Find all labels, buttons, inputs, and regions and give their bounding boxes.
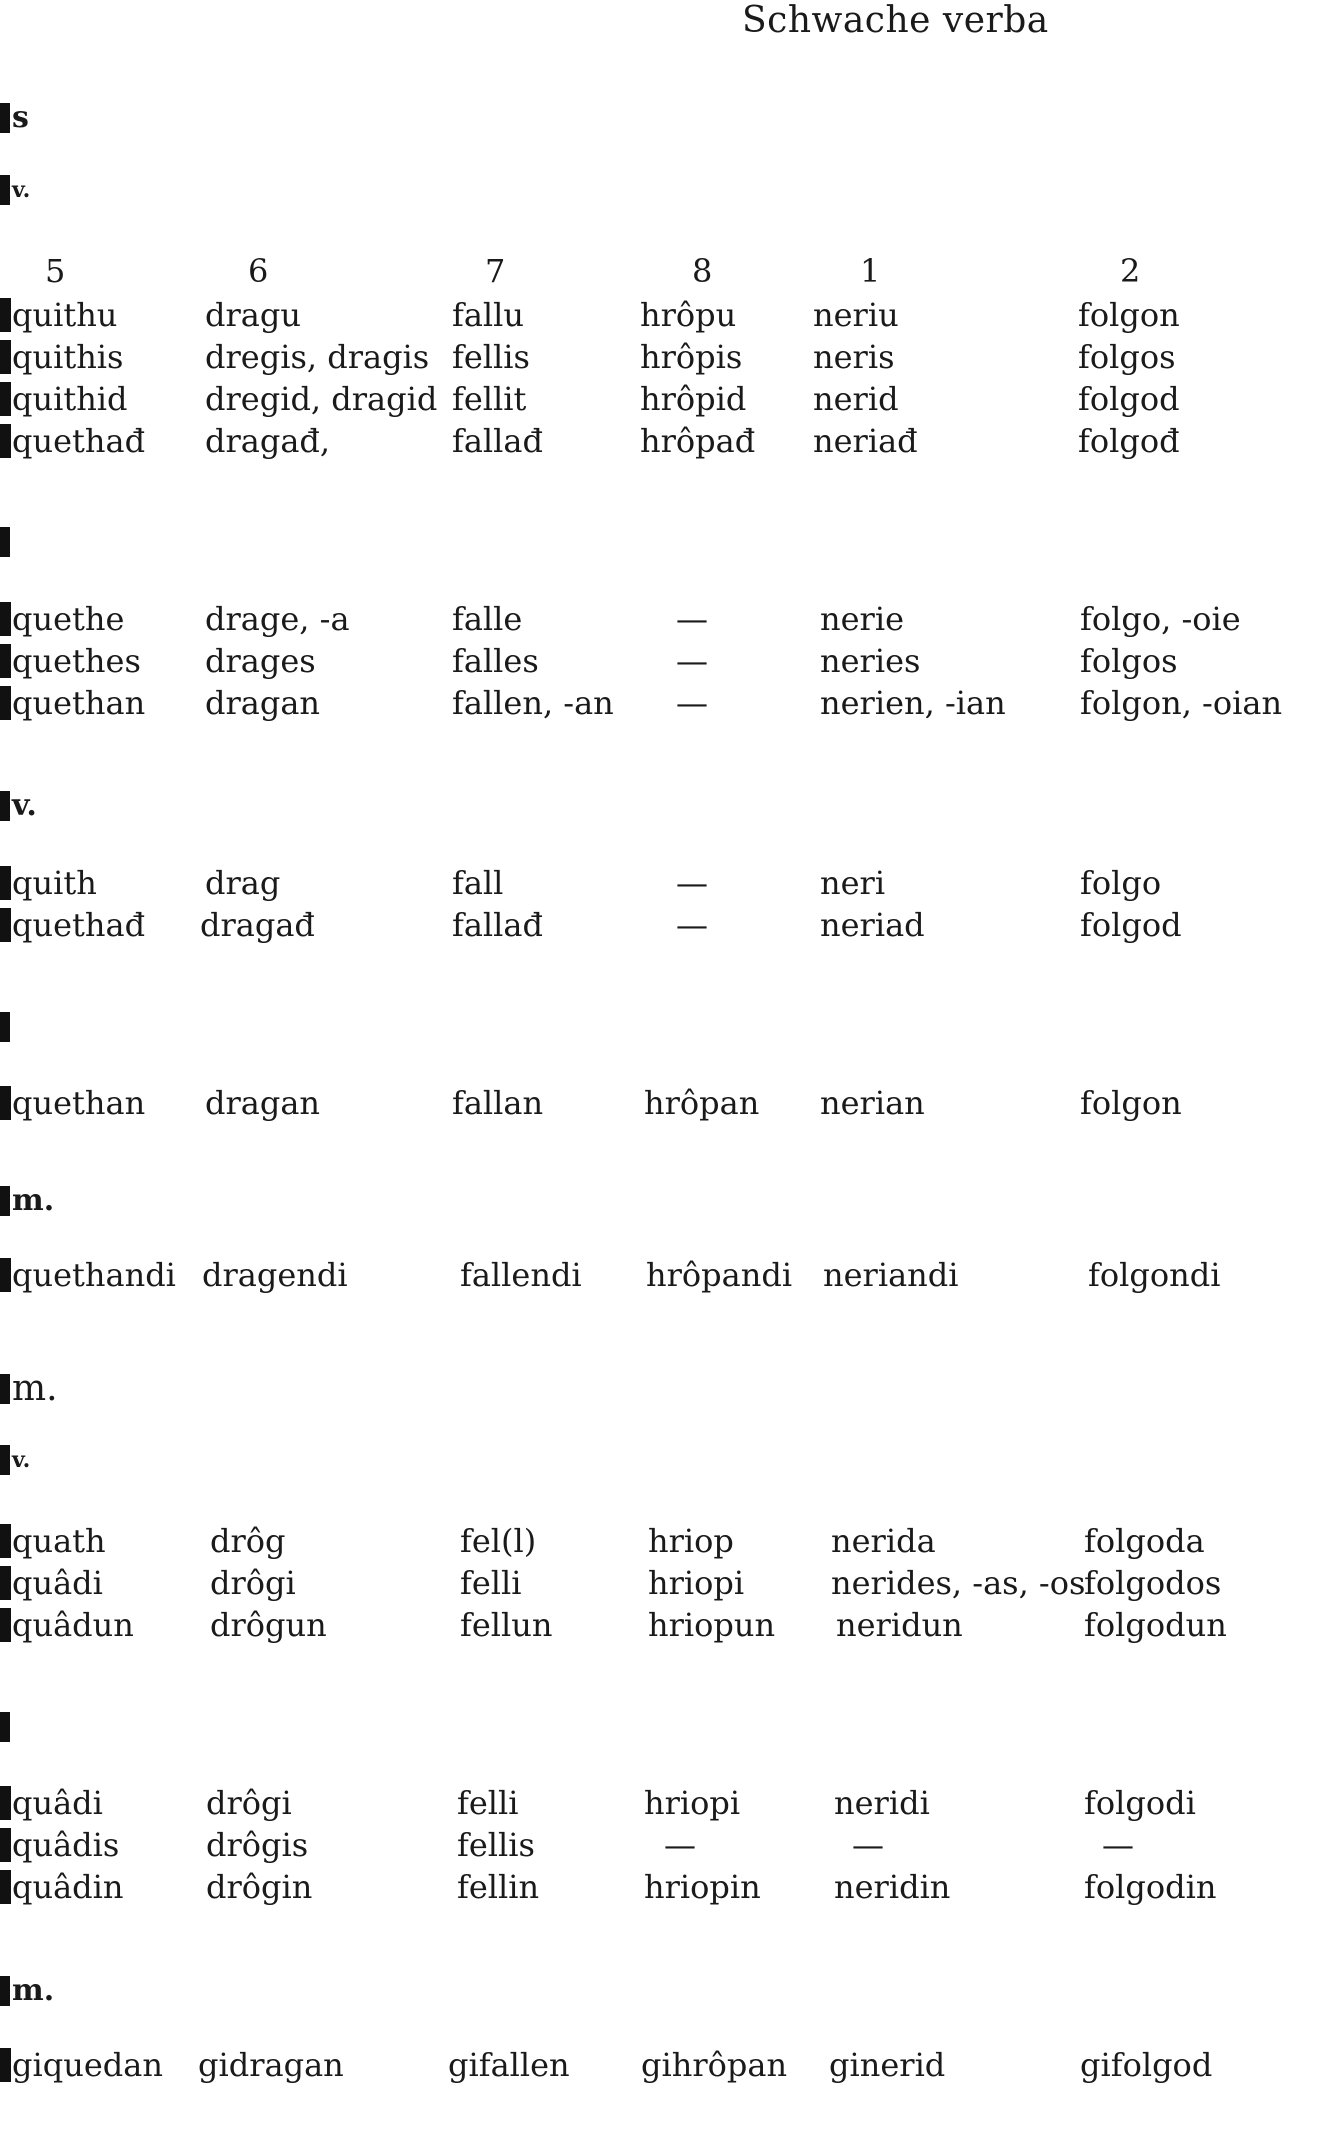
paradigm-row	[0, 1256, 1327, 1298]
form-cell: hriopi	[644, 1784, 741, 1822]
form-cell: quâdun	[0, 1606, 134, 1644]
form-cell: fallendi	[460, 1256, 582, 1294]
ink-block	[0, 340, 11, 374]
ink-block	[0, 1712, 10, 1742]
form-cell: quethađ	[0, 422, 145, 460]
paradigm-row	[0, 1606, 1327, 1648]
form-cell: hrôpandi	[646, 1256, 793, 1294]
form-cell: folgoda	[1084, 1522, 1205, 1560]
form-cell: neries	[820, 642, 921, 680]
form-cell: folgod	[1078, 380, 1180, 418]
form-cell: dregis, dragis	[205, 338, 430, 376]
ink-block	[0, 1524, 11, 1558]
form-cell: fallu	[452, 296, 524, 334]
form-cell: felli	[460, 1564, 522, 1602]
form-cell: hrôpađ	[640, 422, 756, 460]
section-label: v.	[0, 1445, 30, 1475]
form-cell: nerie	[820, 600, 905, 638]
paradigm-row	[0, 684, 1327, 726]
paradigm-row	[0, 864, 1327, 906]
form-cell: quethan	[0, 1084, 145, 1122]
form-cell: quâdi	[0, 1564, 103, 1602]
form-cell: drôgi	[210, 1564, 296, 1602]
form-cell: neridi	[834, 1784, 930, 1822]
ink-block	[0, 2048, 11, 2082]
form-cell: folgos	[1078, 338, 1176, 376]
section-label: v.	[0, 175, 30, 205]
form-cell: quethađ	[0, 906, 145, 944]
form-cell: quithis	[0, 338, 123, 376]
form-cell: falle	[452, 600, 523, 638]
form-cell: —	[676, 642, 708, 680]
form-cell: quethandi	[0, 1256, 176, 1294]
form-cell: giquedan	[0, 2046, 163, 2084]
form-cell: neriad	[820, 906, 925, 944]
ink-block	[0, 1976, 10, 2006]
form-cell: quethe	[0, 600, 124, 638]
paradigm-row	[0, 1522, 1327, 1564]
form-cell: gifallen	[448, 2046, 570, 2084]
form-cell: —	[664, 1826, 696, 1864]
form-cell: dragu	[205, 296, 301, 334]
ink-block	[0, 602, 11, 636]
form-cell: neriandi	[823, 1256, 959, 1294]
section-label: s	[0, 100, 29, 135]
paradigm-row	[0, 1784, 1327, 1826]
paradigm-row	[0, 642, 1327, 684]
form-cell: neriađ	[813, 422, 918, 460]
column-number: 1	[860, 252, 881, 290]
form-cell: folgod	[1080, 906, 1182, 944]
paradigm-row	[0, 1826, 1327, 1868]
ink-block	[0, 1374, 10, 1404]
form-cell: folgo, -oie	[1080, 600, 1241, 638]
column-number: 6	[248, 252, 269, 290]
form-cell: —	[676, 906, 708, 944]
form-cell: drages	[205, 642, 316, 680]
ink-block	[0, 1786, 11, 1820]
column-number: 5	[45, 252, 66, 290]
form-cell: quethes	[0, 642, 141, 680]
form-cell: neriu	[813, 296, 899, 334]
form-cell: dregid, dragid	[205, 380, 438, 418]
form-cell: gidragan	[198, 2046, 344, 2084]
form-cell: hrôpan	[644, 1084, 760, 1122]
section-label	[0, 1712, 12, 1742]
form-cell: fellis	[457, 1826, 535, 1864]
paradigm-row	[0, 380, 1327, 422]
ink-block	[0, 644, 11, 678]
form-cell: drag	[205, 864, 281, 902]
form-cell: dragađ	[200, 906, 315, 944]
paradigm-row	[0, 600, 1327, 642]
ink-block	[0, 527, 10, 557]
form-cell: folgo	[1080, 864, 1162, 902]
form-cell: quâdis	[0, 1826, 119, 1864]
form-cell: —	[1102, 1826, 1134, 1864]
form-cell: gihrôpan	[641, 2046, 788, 2084]
form-cell: dragendi	[202, 1256, 348, 1294]
form-cell: fellin	[457, 1868, 540, 1906]
form-cell: quithid	[0, 380, 128, 418]
paradigm-row	[0, 1564, 1327, 1606]
ink-block	[0, 298, 11, 332]
form-cell: folgodun	[1084, 1606, 1227, 1644]
form-cell: fallan	[452, 1084, 544, 1122]
form-cell: fellit	[452, 380, 527, 418]
column-number: 2	[1120, 252, 1141, 290]
form-cell: quithu	[0, 296, 117, 334]
form-cell: neri	[820, 864, 886, 902]
form-cell: folgodin	[1084, 1868, 1217, 1906]
paradigm-row	[0, 1084, 1327, 1126]
paradigm-row	[0, 422, 1327, 464]
section-label: v.	[0, 788, 37, 823]
ink-block	[0, 382, 11, 416]
form-cell: hriopun	[648, 1606, 776, 1644]
form-cell: folgon, -oian	[1080, 684, 1283, 722]
form-cell: folgos	[1080, 642, 1178, 680]
ink-block	[0, 424, 11, 458]
form-cell: quâdi	[0, 1784, 103, 1822]
ink-block	[0, 686, 11, 720]
form-cell: —	[676, 684, 708, 722]
form-cell: fel(l)	[460, 1522, 537, 1560]
ink-block	[0, 1566, 11, 1600]
form-cell: felli	[457, 1784, 519, 1822]
form-cell: hriopi	[648, 1564, 745, 1602]
form-cell: drôgin	[206, 1868, 313, 1906]
form-cell: dragan	[205, 684, 321, 722]
form-cell: hrôpid	[640, 380, 747, 418]
ink-block	[0, 1445, 10, 1475]
form-cell: folgon	[1078, 296, 1180, 334]
form-cell: fellis	[452, 338, 530, 376]
form-cell: quâdin	[0, 1868, 124, 1906]
form-cell: fellun	[460, 1606, 553, 1644]
form-cell: nerian	[820, 1084, 925, 1122]
form-cell: drôgis	[206, 1826, 309, 1864]
paradigm-row	[0, 906, 1327, 948]
form-cell: quethan	[0, 684, 145, 722]
ink-block	[0, 1186, 10, 1216]
form-cell: nerien, -ian	[820, 684, 1006, 722]
form-cell: nerid	[813, 380, 899, 418]
form-cell: drôg	[210, 1522, 286, 1560]
paradigm-row	[0, 338, 1327, 380]
form-cell: folgon	[1080, 1084, 1182, 1122]
form-cell: dragan	[205, 1084, 321, 1122]
form-cell: folgodos	[1084, 1564, 1222, 1602]
form-cell: drôgun	[210, 1606, 327, 1644]
column-number: 7	[485, 252, 506, 290]
form-cell: neris	[813, 338, 895, 376]
section-label: m.	[0, 1368, 58, 1409]
form-cell: quath	[0, 1522, 106, 1560]
form-cell: fallen, -an	[452, 684, 614, 722]
ink-block	[0, 866, 11, 900]
form-cell: neridin	[834, 1868, 951, 1906]
section-label	[0, 527, 12, 557]
ink-block	[0, 791, 10, 821]
form-cell: hrôpu	[640, 296, 737, 334]
form-cell: neridun	[836, 1606, 963, 1644]
form-cell: folgođ	[1078, 422, 1180, 460]
paradigm-row	[0, 1868, 1327, 1910]
section-label: m.	[0, 1973, 54, 2008]
form-cell: quith	[0, 864, 97, 902]
ink-block	[0, 1086, 11, 1120]
section-label	[0, 1012, 12, 1042]
form-cell: drôgi	[206, 1784, 292, 1822]
form-cell: falles	[452, 642, 539, 680]
ink-block	[0, 103, 10, 133]
ink-block	[0, 1258, 11, 1292]
page-header: Schwache verba	[742, 0, 1049, 41]
form-cell: drage, -a	[205, 600, 350, 638]
form-cell: nerides, -as, -os	[831, 1564, 1086, 1602]
column-number: 8	[692, 252, 713, 290]
ink-block	[0, 175, 10, 205]
ink-block	[0, 908, 11, 942]
form-cell: fallađ	[452, 422, 543, 460]
ink-block	[0, 1608, 11, 1642]
form-cell: —	[676, 600, 708, 638]
ink-block	[0, 1828, 11, 1862]
ink-block	[0, 1870, 11, 1904]
form-cell: gifolgod	[1080, 2046, 1213, 2084]
form-cell: ginerid	[829, 2046, 946, 2084]
form-cell: hriopin	[644, 1868, 761, 1906]
form-cell: dragađ,	[205, 422, 331, 460]
paradigm-row	[0, 2046, 1327, 2088]
paradigm-row	[0, 296, 1327, 338]
form-cell: —	[852, 1826, 884, 1864]
form-cell: hrôpis	[640, 338, 743, 376]
form-cell: nerida	[831, 1522, 936, 1560]
form-cell: —	[676, 864, 708, 902]
form-cell: hriop	[648, 1522, 734, 1560]
form-cell: fall	[452, 864, 504, 902]
form-cell: folgodi	[1084, 1784, 1196, 1822]
form-cell: folgondi	[1088, 1256, 1221, 1294]
section-label: m.	[0, 1183, 54, 1218]
form-cell: fallađ	[452, 906, 543, 944]
ink-block	[0, 1012, 10, 1042]
